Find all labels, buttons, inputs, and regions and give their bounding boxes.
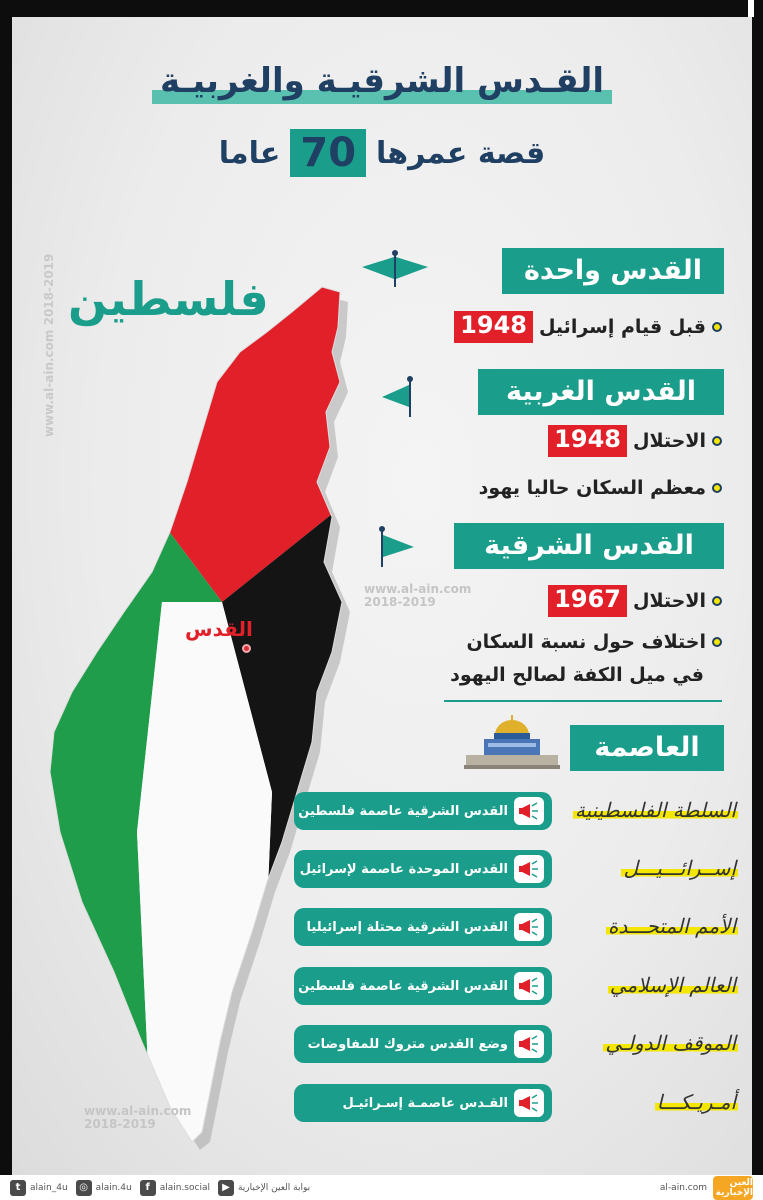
instagram-icon: ◎ [76, 1180, 92, 1196]
party-name: إســرائـــيـــل [623, 856, 736, 880]
party-label [568, 856, 738, 880]
bullet-west-occupation [548, 425, 722, 457]
infographic-poster [12, 17, 752, 1175]
bullet-dot-icon [712, 436, 722, 446]
party-label [568, 973, 738, 997]
party-name: الأمم المتحـــدة [607, 914, 736, 938]
page-title: القـدس الشرقيـة والغربيـة [159, 61, 605, 101]
bullet-east-population [466, 631, 722, 653]
subtitle [12, 129, 752, 177]
flag-right-icon [376, 525, 420, 569]
bullet-dot-icon [712, 322, 722, 332]
bullet-east-occupation [548, 585, 722, 617]
watermark-site: www.al-ain.com [42, 329, 56, 437]
party-label [568, 1090, 738, 1114]
party-name: أمـريـكـــا [656, 1090, 736, 1114]
bullet-text: معظم السكان حاليا يهود [478, 477, 706, 499]
top-scroll-indicator [748, 0, 754, 17]
megaphone-icon [514, 1089, 544, 1117]
footer-facebook[interactable] [140, 1180, 210, 1196]
section-heading-east: القدس الشرقية [454, 523, 724, 569]
footer-brand[interactable] [660, 1176, 753, 1200]
section-divider [444, 700, 722, 702]
party-name: السلطة الفلسطينية [574, 798, 736, 822]
country-label: فلسطين [68, 272, 269, 326]
city-label: القدس [185, 617, 253, 641]
bullet-west-population [479, 477, 722, 499]
position-pill [294, 850, 552, 888]
footer-youtube[interactable] [218, 1180, 310, 1196]
bullet-text: قبل قيام إسرائيل [538, 316, 706, 338]
watermark-site: www.al-ain.com [364, 582, 472, 596]
bullet-dot-icon [712, 483, 722, 493]
position-text: القدس الموحدة عاصمة لإسرائيل [299, 861, 508, 877]
double-flag-icon [360, 249, 430, 289]
watermark-middle [364, 583, 471, 609]
palestine-flag-map [42, 272, 372, 1152]
position-text: القدس الشرقية عاصمة فلسطين [298, 803, 508, 819]
footer-bar [0, 1175, 763, 1200]
megaphone-icon [514, 1030, 544, 1058]
footer-instagram[interactable] [76, 1180, 132, 1196]
megaphone-icon [514, 797, 544, 825]
year-badge: 1948 [548, 425, 627, 457]
dome-of-the-rock-icon [464, 715, 560, 773]
twitter-handle: alain_4u [30, 1182, 68, 1193]
jerusalem-marker-icon [242, 644, 251, 653]
watermark-years: 2018-2019 [364, 595, 436, 609]
position-text: وضع القدس متروك للمفاوضات [307, 1036, 508, 1052]
bullet-dot-icon [712, 637, 722, 647]
position-text: القدس الشرقية عاصمة فلسطين [298, 978, 508, 994]
position-pill [294, 967, 552, 1005]
bullet-text: الاحتلال [632, 430, 706, 452]
position-pill [294, 792, 552, 830]
facebook-handle: alain.social [159, 1182, 210, 1193]
facebook-icon: f [140, 1180, 156, 1196]
bullet-dot-icon [712, 596, 722, 606]
megaphone-icon [514, 855, 544, 883]
watermark-site: www.al-ain.com [84, 1104, 192, 1118]
watermark-years: 2018-2019 [84, 1117, 156, 1131]
position-text: القـدس عاصمـة إسـرائيـل [342, 1095, 508, 1111]
position-pill [294, 1084, 552, 1122]
flag-left-icon [378, 375, 418, 419]
twitter-icon: t [10, 1180, 26, 1196]
youtube-channel: بوابة العين الإخبارية [237, 1182, 311, 1193]
party-name: الموقف الدولـي [605, 1031, 736, 1055]
al-ain-logo: العين الإخبارية [713, 1176, 753, 1200]
subtitle-suffix: عاما [218, 135, 281, 171]
bullet-unified [454, 311, 722, 343]
position-pill [294, 1025, 552, 1063]
footer-twitter[interactable] [10, 1180, 68, 1196]
vertical-watermark [42, 254, 56, 437]
party-label [568, 914, 738, 938]
party-name: العالم الإسلامي [609, 973, 736, 997]
party-label [568, 1031, 738, 1055]
bullet-text: الاحتلال [632, 590, 706, 612]
watermark-years: 2018-2019 [42, 253, 56, 326]
section-heading-capital: العاصمة [570, 725, 724, 771]
position-text: القدس الشرقية محتلة إسرائيليا [306, 919, 508, 935]
bullet-east-population-line2: في ميل الكفة لصالح اليهود [450, 664, 704, 686]
subtitle-prefix: قصة عمرها [376, 135, 546, 171]
bullet-text-line1: اختلاف حول نسبة السكان [466, 631, 706, 653]
position-pill [294, 908, 552, 946]
youtube-icon: ▶ [218, 1180, 234, 1196]
section-heading-unified: القدس واحدة [502, 248, 724, 294]
year-badge: 1948 [454, 311, 533, 343]
watermark-bottom [84, 1105, 191, 1131]
megaphone-icon [514, 972, 544, 1000]
instagram-handle: alain.4u [95, 1182, 132, 1193]
years-badge: 70 [290, 129, 366, 177]
year-badge: 1967 [548, 585, 627, 617]
site-url: al-ain.com [659, 1182, 707, 1193]
section-heading-west: القدس الغربية [478, 369, 724, 415]
party-label [568, 798, 738, 822]
megaphone-icon [514, 913, 544, 941]
